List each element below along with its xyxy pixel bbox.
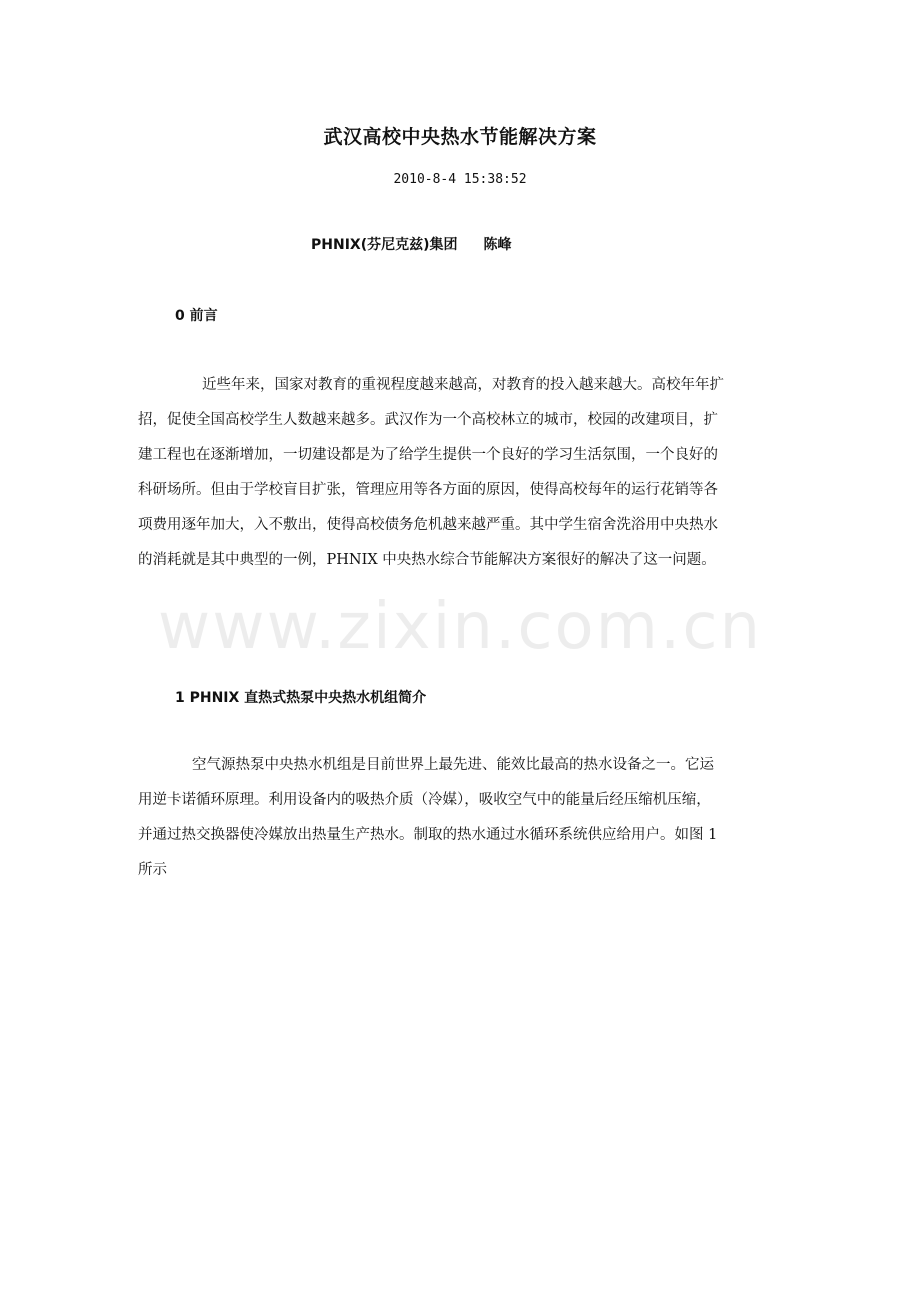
paragraph-line: 建工程也在逐渐增加，一切建设都是为了给学生提供一个良好的学习生活氛围，一个良好的 [138, 447, 718, 463]
paragraph-line: 招，促使全国高校学生人数越来越多。武汉作为一个高校林立的城市，校园的改建项目，扩 [138, 412, 718, 428]
intro-paragraph [138, 368, 786, 578]
watermark: www.zixin.com.cn [157, 590, 763, 664]
paragraph-line: 空气源热泵中央热水机组是目前世界上最先进、能效比最高的热水设备之一。它运 [192, 757, 714, 773]
paragraph-line: 科研场所。但由于学校盲目扩张，管理应用等各方面的原因，使得高校每年的运行花销等各 [138, 482, 718, 498]
paragraph-line: 项费用逐年加大，入不敷出，使得高校债务危机越来越严重。其中学生宿舍洗浴用中央热水 [138, 517, 718, 533]
publish-date: 2010-8-4 15:38:52 [393, 172, 527, 187]
section-heading-intro: 0 前言 [175, 308, 218, 324]
author-line [311, 234, 512, 254]
author-name: 陈峰 [483, 237, 512, 253]
author-org: PHNIX(芬尼克兹)集团 [311, 237, 458, 253]
section-heading-1: 1 PHNIX 直热式热泵中央热水机组简介 [175, 690, 427, 706]
paragraph-line: 近些年来，国家对教育的重视程度越来越高，对教育的投入越来越大。高校年年扩 [202, 377, 724, 393]
section-1-paragraph [138, 748, 786, 888]
paragraph-line: 的消耗就是其中典型的一例，PHNIX 中央热水综合节能解决方案很好的解决了这一问题。 [138, 552, 716, 568]
document-title: 武汉高校中央热水节能解决方案 [323, 126, 597, 148]
paragraph-line: 用逆卡诺循环原理。利用设备内的吸热介质（冷媒），吸收空气中的能量后经压缩机压缩， [138, 792, 711, 808]
paragraph-line: 并通过热交换器使冷媒放出热量生产热水。制取的热水通过水循环系统供应给用户。如图 1 [138, 827, 718, 843]
paragraph-line: 所示 [138, 862, 167, 878]
